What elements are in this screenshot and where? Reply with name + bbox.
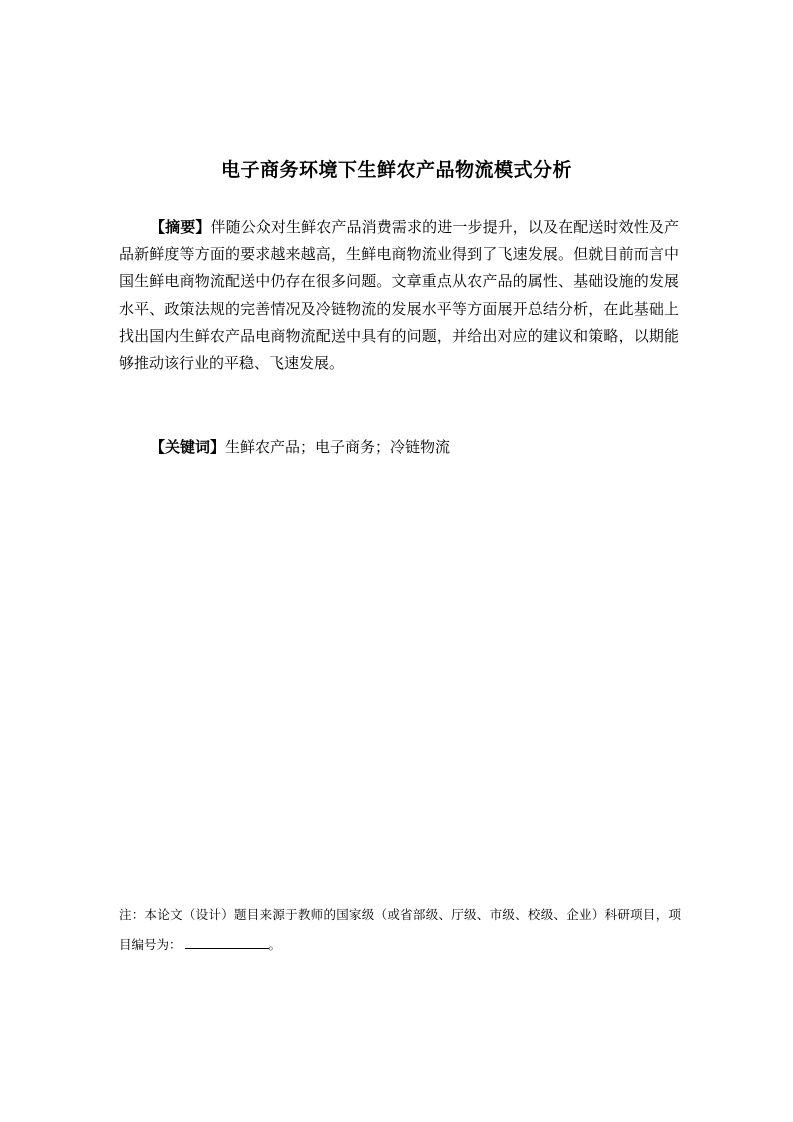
footnote-text: 注：本论文（设计）题目来源于教师的国家级（或省部级、厅级、市级、校级、企业）科研项目，项目编号为：	[119, 907, 681, 952]
abstract-text: 伴随公众对生鲜农产品消费需求的进一步提升，以及在配送时效性及产品新鲜度等方面的要求越来越高，生鲜电商物流业得到了飞速发展。但就目前而言中国生鲜电商物流配送中仍存在很多问题。文章重点从农产品的属性、基础设施的发展水平、政策法规的完善情况及冷链物流的发展水平等方面展开总结分析，在此基础上找出国内生鲜农产品电商物流配送中具有的问题，并给出对应的建议和策略，以期能够推动该行业的平稳、飞速发展。	[119, 218, 679, 373]
keywords-text: 生鲜农产品；电子商务；冷链物流	[225, 438, 451, 456]
project-number-blank	[185, 934, 269, 949]
footnote	[119, 900, 681, 960]
abstract-paragraph	[119, 214, 679, 377]
keywords-label: 【关键词】	[150, 438, 226, 456]
abstract-label: 【摘要】	[150, 218, 211, 236]
keywords-paragraph	[119, 434, 679, 461]
document-title: 电子商务环境下生鲜农产品物流模式分析	[220, 159, 572, 181]
footnote-end: 。	[268, 937, 282, 952]
